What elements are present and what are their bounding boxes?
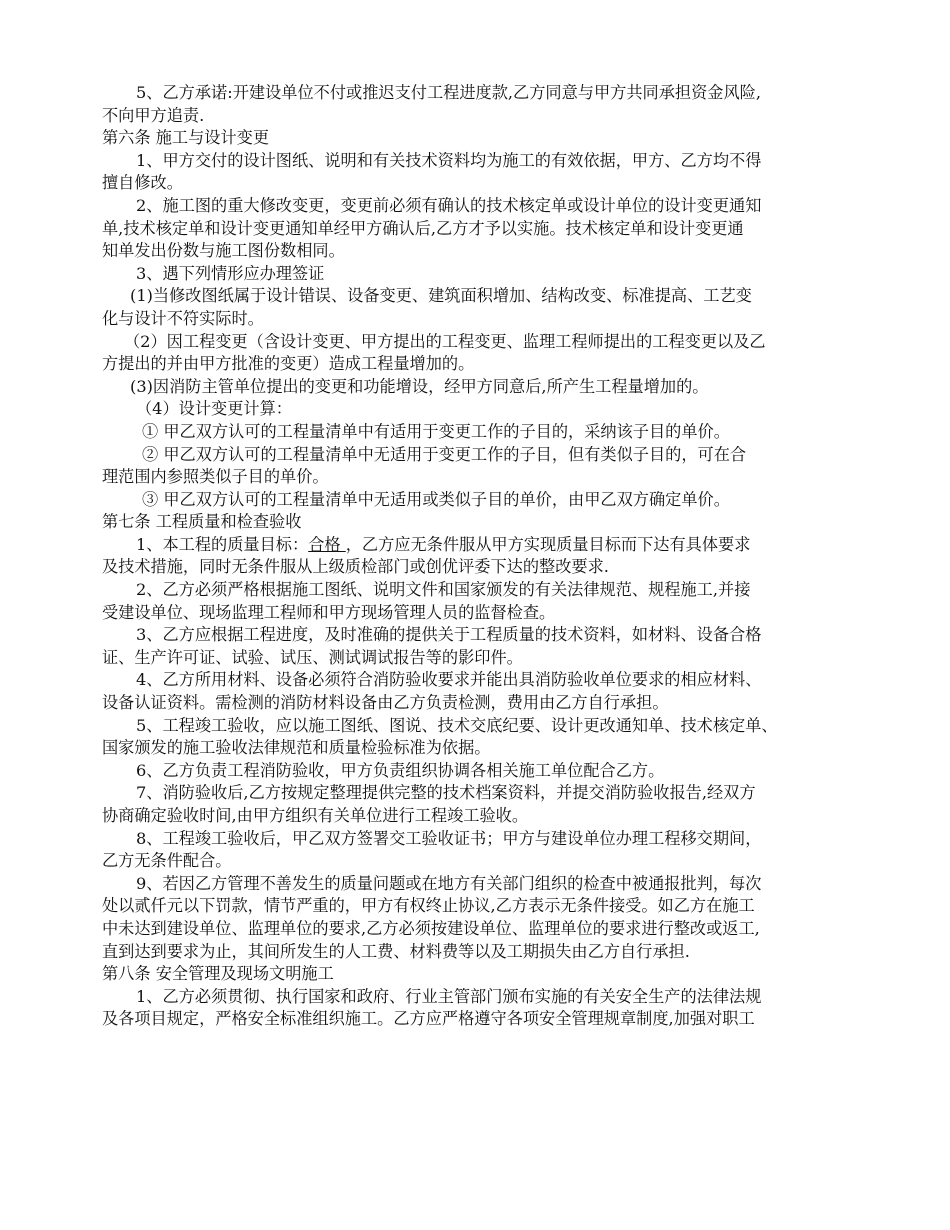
paragraph-line: 处以贰仟元以下罚款，情节严重的，甲方有权终止协议,乙方表示无条件接受。如乙方在施工 [102, 896, 755, 916]
paragraph-line: 不向甲方追责. [102, 105, 205, 125]
sub-clause-line: 理范围内参照类似子目的单价。 [102, 467, 329, 487]
article-7-heading: 第七条 工程质量和检查验收 [102, 512, 302, 532]
paragraph-line: 3、乙方应根据工程进度，及时准确的提供关于工程质量的技术资料，如材料、设备合格 [136, 625, 762, 645]
clause-line: (1)当修改图纸属于设计错误、设备变更、建筑面积增加、结构改变、标准提高、工艺变 [130, 286, 752, 306]
paragraph-line: 及技术措施，同时无条件服从上级质检部门或创优评委下达的整改要求. [102, 557, 609, 577]
paragraph-line: 乙方无条件配合。 [102, 851, 232, 871]
quality-goal-suffix: ，乙方应无条件服从甲方实现质量目标而下达有具体要求 [345, 534, 751, 554]
paragraph-line: 6、乙方负责工程消防验收，甲方负责组织协调各相关施工单位配合乙方。 [136, 760, 665, 780]
paragraph-line: 7、消防验收后,乙方按规定整理提供完整的技术档案资料，并提交消防验收报告,经双方 [136, 783, 756, 803]
paragraph-line: 2、乙方必须严格根据施工图纸、说明文件和国家颁发的有关法律规范、规程施工,并接 [136, 580, 751, 600]
clause-line: （2）因工程变更（含设计变更、甲方提出的工程变更、监理工程师提出的工程变更以及乙 [124, 331, 766, 351]
paragraph-line: 国家颁发的施工验收法律规范和质量检验标准为依据。 [102, 738, 491, 758]
paragraph-line: 证、生产许可证、试验、试压、测试调试报告等的影印件。 [102, 647, 523, 667]
paragraph-line: 8、工程竣工验收后，甲乙双方签署交工验收证书；甲方与建设单位办理工程移交期间， [136, 828, 762, 848]
sub-clause-line: ③ 甲乙双方认可的工程量清单中无适用或类似子目的单价，由甲乙双方确定单价。 [142, 489, 730, 509]
article-6-heading: 第六条 施工与设计变更 [102, 128, 270, 148]
paragraph-line: 1、乙方必须贯彻、执行国家和政府、行业主管部门颁布实施的有关安全生产的法律法规 [136, 986, 762, 1006]
article-8-heading: 第八条 安全管理及现场文明施工 [102, 964, 334, 984]
clause-line: 化与设计不符实际时。 [102, 308, 264, 328]
document-page [102, 82, 862, 1031]
paragraph-line: 单,技术核定单和设计变更通知单经甲方确认后,乙方才予以实施。技术核定单和设计变更通 [102, 218, 744, 238]
paragraph-line: 中未达到建设单位、监理单位的要求,乙方必须按建设单位、监理单位的要求进行整改或返工, [102, 918, 760, 938]
paragraph-line: 1、甲方交付的设计图纸、说明和有关技术资料均为施工的有效依据，甲方、乙方均不得 [136, 150, 762, 170]
paragraph-line: 协商确定验收时间,由甲方组织有关单位进行工程竣工验收。 [102, 806, 529, 825]
paragraph-line: 知单发出份数与施工图份数相同。 [102, 241, 345, 261]
paragraph-line: 3、遇下列情形应办理签证 [136, 263, 325, 283]
quality-goal-prefix: 1、本工程的质量目标： [136, 534, 309, 554]
paragraph-line: 2、施工图的重大修改变更，变更前必须有确认的技术核定单或设计单位的设计变更通知 [136, 195, 762, 215]
paragraph-line [102, 534, 862, 557]
clause-line: 方提出的并由甲方批准的变更）造成工程量增加的。 [102, 354, 475, 374]
clause-line: (3)因消防主管单位提出的变更和功能增设，经甲方同意后,所产生工程量增加的。 [130, 376, 709, 396]
clause-line: （4）设计变更计算： [136, 399, 292, 419]
paragraph-line: 5、工程竣工验收，应以施工图纸、图说、技术交底纪要、设计更改通知单、技术核定单、 [136, 715, 778, 735]
paragraph-line: 直到达到要求为止，其间所发生的人工费、材料费等以及工期损失由乙方自行承担. [102, 941, 690, 961]
quality-goal-value: 合格 [308, 534, 346, 554]
paragraph-line: 受建设单位、现场监理工程师和甲方现场管理人员的监督检查。 [102, 602, 556, 622]
paragraph-line: 擅自修改。 [102, 173, 183, 193]
paragraph-line: 4、乙方所用材料、设备必须符合消防验收要求并能出具消防验收单位要求的相应材料、 [136, 670, 762, 690]
paragraph-line: 9、若因乙方管理不善发生的质量问题或在地方有关部门组织的检查中被通报批判，每次 [136, 873, 762, 893]
sub-clause-line: ① 甲乙双方认可的工程量清单中有适用于变更工作的子目的，采纳该子目的单价。 [142, 421, 730, 441]
sub-clause-line: ② 甲乙双方认可的工程量清单中无适用于变更工作的子目，但有类似子目的，可在合 [142, 444, 747, 464]
paragraph-line: 设备认证资料。需检测的消防材料设备由乙方负责检测，费用由乙方自行承担。 [102, 693, 669, 713]
paragraph-line: 及各项目规定，严格安全标准组织施工。乙方应严格遵守各项安全管理规章制度,加强对职工 [102, 1009, 755, 1029]
paragraph-line: 5、乙方承诺:开建设单位不付或推迟支付工程进度款,乙方同意与甲方共同承担资金风险, [136, 83, 761, 102]
